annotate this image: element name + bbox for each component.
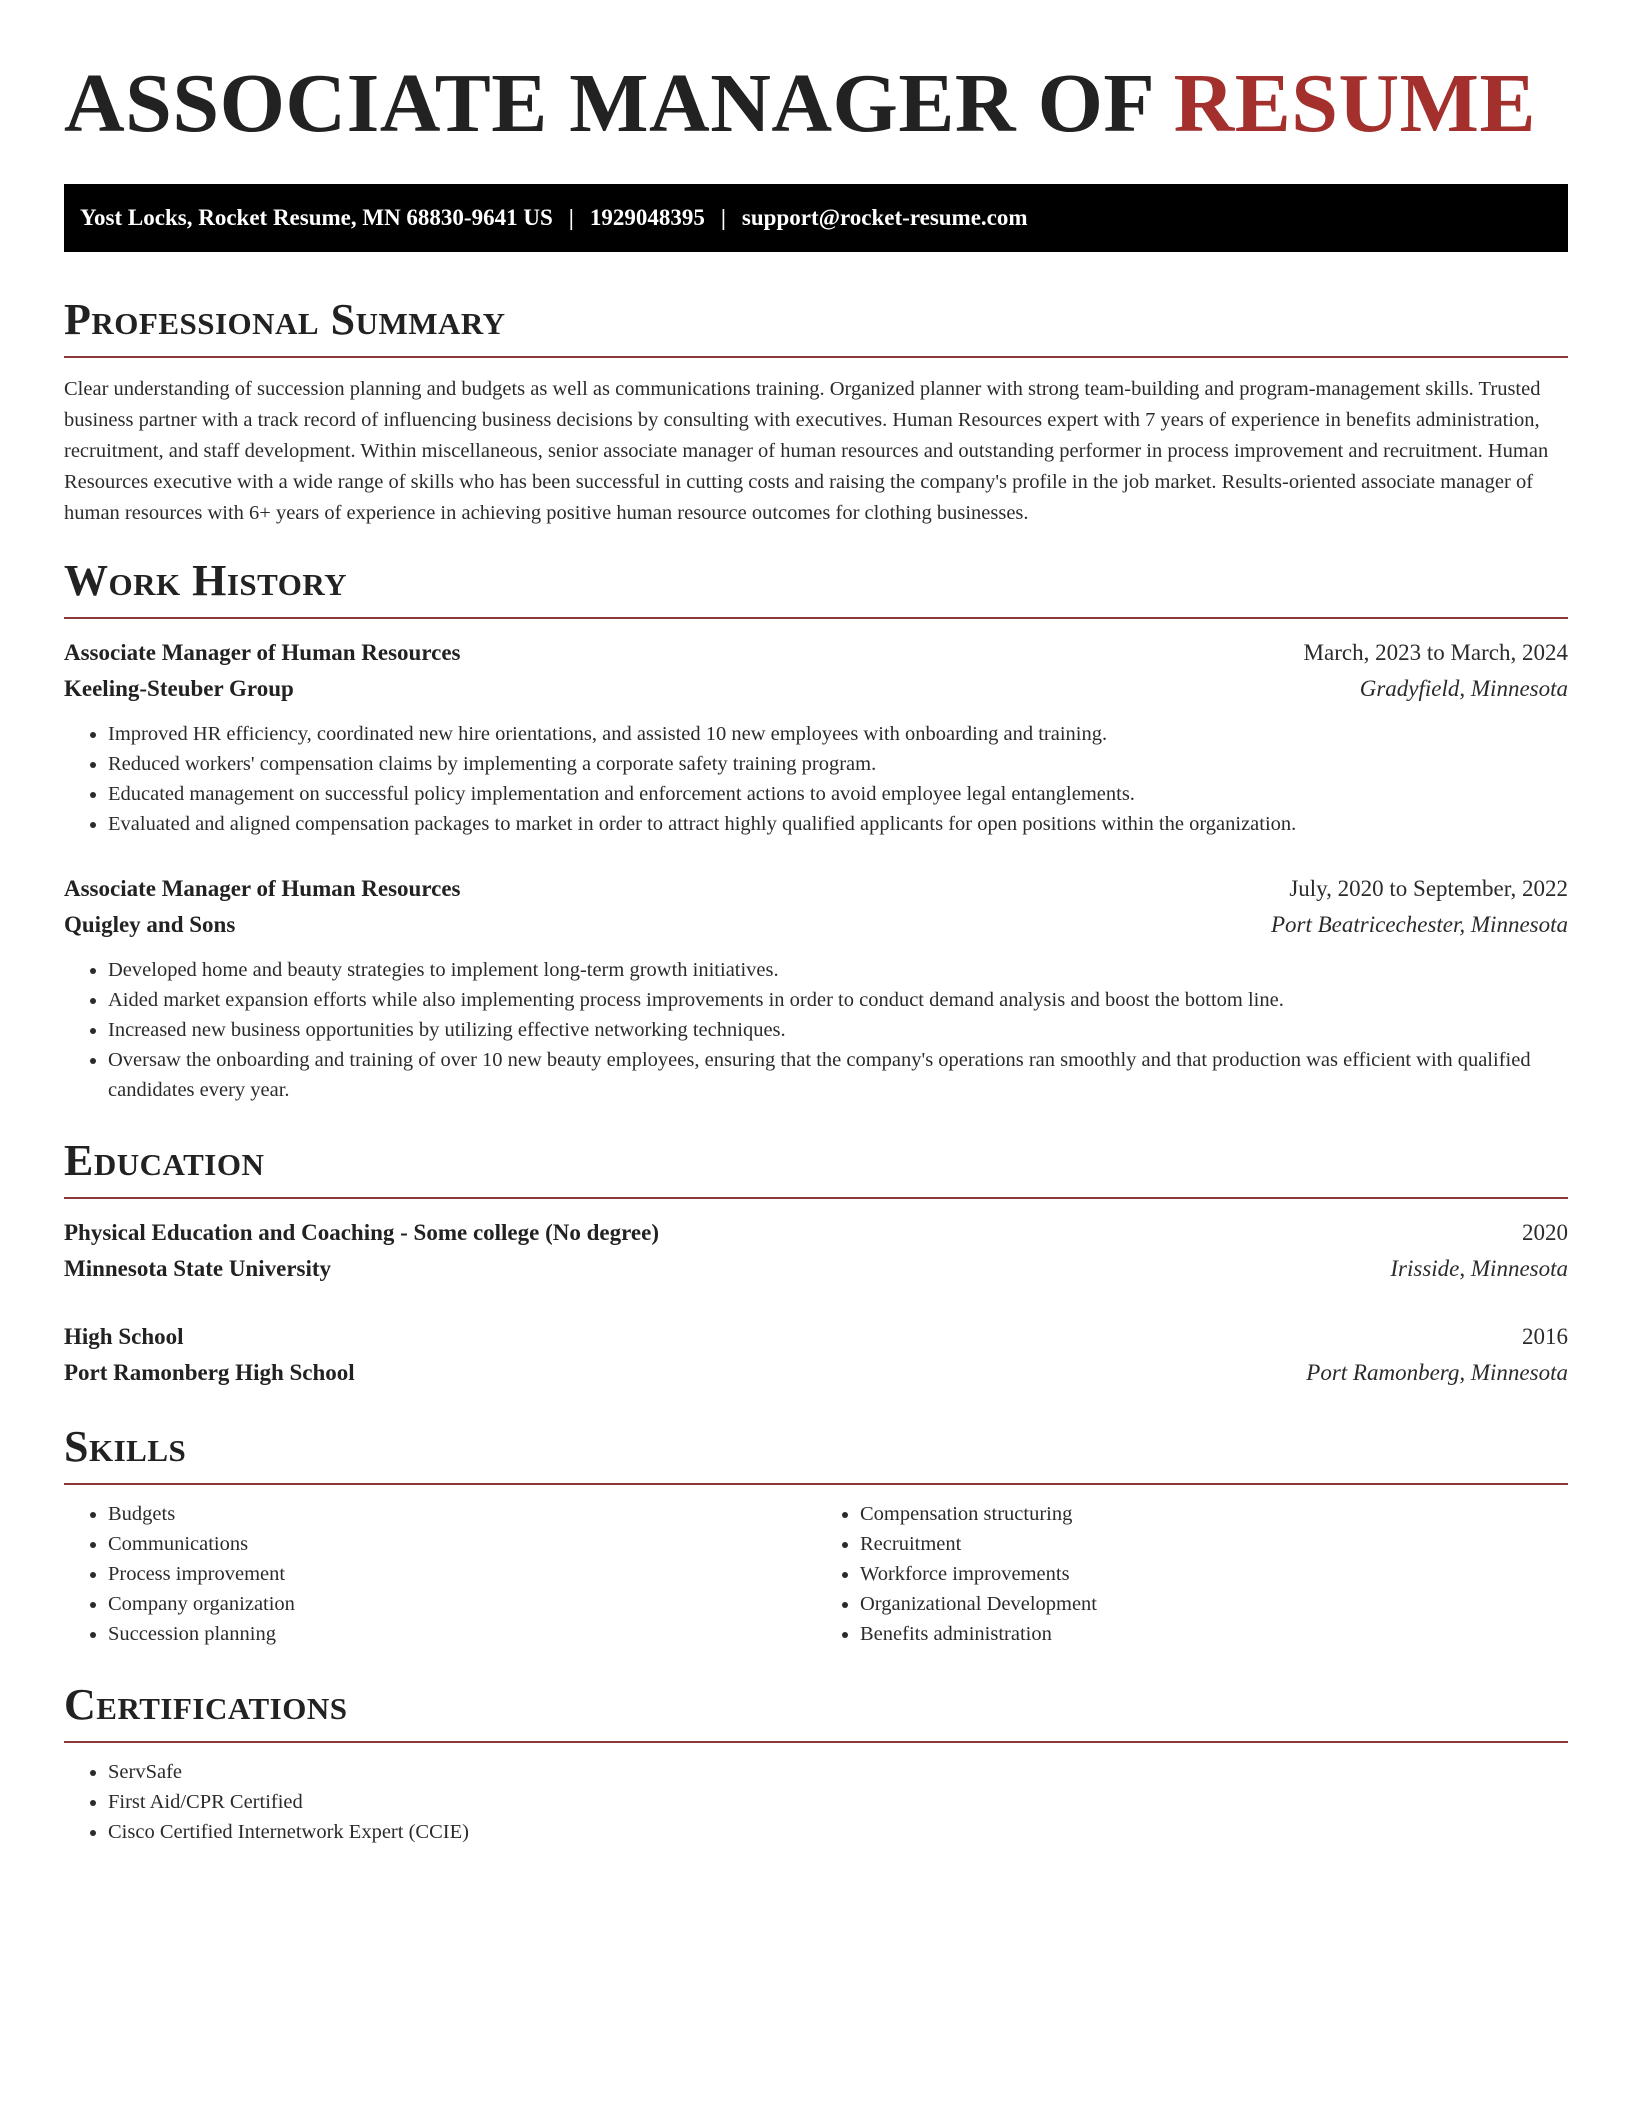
section-divider xyxy=(64,356,1568,358)
skill-item: • Succession planning xyxy=(108,1619,816,1649)
skills-list xyxy=(816,1499,1568,1649)
skills-column-left xyxy=(64,1499,816,1649)
skill-item: • Company organization xyxy=(108,1589,816,1619)
job-company: Quigley and Sons xyxy=(64,912,236,937)
summary-heading: Professional Summary xyxy=(64,295,506,344)
certification-item: • Cisco Certified Internetwork Expert (CCIE) xyxy=(108,1817,1568,1847)
job-company-row xyxy=(64,671,1568,707)
education-location: Irisside, Minnesota xyxy=(1390,1256,1568,1281)
certifications-section xyxy=(64,1679,1568,1847)
skills-section xyxy=(64,1421,1568,1649)
list-item: • Aided market expansion efforts while also implementing process improvements in order to conduct demand analysis and boost the bottom line. xyxy=(108,985,1568,1015)
work-history-section xyxy=(64,555,1568,1105)
job-title: Associate Manager of Human Resources xyxy=(64,876,461,901)
certification-item: • ServSafe xyxy=(108,1757,1568,1787)
skill-item: • Organizational Development xyxy=(860,1589,1568,1619)
job-title: Associate Manager of Human Resources xyxy=(64,640,461,665)
section-divider xyxy=(64,617,1568,619)
section-divider xyxy=(64,1483,1568,1485)
education-degree: Physical Education and Coaching - Some college (No degree) xyxy=(64,1220,659,1245)
education-year: 2016 xyxy=(1522,1324,1568,1349)
job-location: Port Beatricechester, Minnesota xyxy=(1270,912,1568,937)
contact-address: Yost Locks, Rocket Resume, MN 68830-9641 US xyxy=(80,205,553,230)
contact-separator: | xyxy=(568,205,574,230)
section-divider xyxy=(64,1741,1568,1743)
summary-text: Clear understanding of succession planning and budgets as well as communications training. Organized planner with strong team-building and program-management skills. Trusted business partner with a track record of influencing business decisions by consulting with executives. Human Resources expert with 7 years of experience in benefits administration, recruitment, and staff development. Within miscellaneous, senior associate manager of human resources and outstanding performer in process improvement and recruitment. Human Resources executive with a wide range of skills who has been successful in cutting costs and raising the company's profile in the job market. Results-oriented associate manager of human resources with 6+ years of experience in achieving positive human resource outcomes for clothing businesses. xyxy=(64,378,1549,524)
job-entry xyxy=(64,871,1568,1105)
skill-item: • Workforce improvements xyxy=(860,1559,1568,1589)
skill-item: • Process improvement xyxy=(108,1559,816,1589)
skill-item: • Benefits administration xyxy=(860,1619,1568,1649)
job-header-row xyxy=(64,871,1568,907)
education-school-row xyxy=(64,1355,1568,1391)
certification-item: • First Aid/CPR Certified xyxy=(108,1787,1568,1817)
certifications-heading: Certifications xyxy=(64,1680,348,1729)
education-section xyxy=(64,1135,1568,1391)
skills-column-right xyxy=(816,1499,1568,1649)
list-item: • Educated management on successful policy implementation and enforcement actions to avoid employee legal entanglements. xyxy=(108,779,1568,809)
contact-separator: | xyxy=(720,205,726,230)
list-item: • Evaluated and aligned compensation packages to market in order to attract highly qualified applicants for open positions within the organization. xyxy=(108,809,1568,839)
education-year: 2020 xyxy=(1522,1220,1568,1245)
work-history-heading: Work History xyxy=(64,556,348,605)
list-item: • Oversaw the onboarding and training of over 10 new beauty employees, ensuring that the company's operations ran smoothly and that production was efficient with qualified candidates every year. xyxy=(108,1045,1568,1105)
job-bullets xyxy=(64,719,1568,839)
certifications-list xyxy=(64,1757,1568,1847)
skills-list xyxy=(64,1499,816,1649)
section-divider xyxy=(64,1197,1568,1199)
contact-bar xyxy=(64,184,1568,252)
list-item: • Developed home and beauty strategies to implement long-term growth initiatives. xyxy=(108,955,1568,985)
job-dates: March, 2023 to March, 2024 xyxy=(1303,640,1568,665)
education-entry xyxy=(64,1215,1568,1287)
skill-item: • Recruitment xyxy=(860,1529,1568,1559)
contact-email: support@rocket-resume.com xyxy=(741,205,1028,230)
skill-item: • Budgets xyxy=(108,1499,816,1529)
job-location: Gradyfield, Minnesota xyxy=(1359,676,1568,701)
education-school: Minnesota State University xyxy=(64,1256,332,1281)
list-item: • Reduced workers' compensation claims by implementing a corporate safety training program. xyxy=(108,749,1568,779)
education-school-row xyxy=(64,1251,1568,1287)
contact-phone: 1929048395 xyxy=(589,205,705,230)
skills-heading: Skills xyxy=(64,1422,187,1471)
job-header-row xyxy=(64,635,1568,671)
education-entry xyxy=(64,1319,1568,1391)
education-school: Port Ramonberg High School xyxy=(64,1360,355,1385)
education-location: Port Ramonberg, Minnesota xyxy=(1306,1360,1568,1385)
resume-title xyxy=(64,0,1568,152)
list-item: • Improved HR efficiency, coordinated new hire orientations, and assisted 10 new employees with onboarding and training. xyxy=(108,719,1568,749)
education-heading: Education xyxy=(64,1136,265,1185)
job-company-row xyxy=(64,907,1568,943)
summary-section xyxy=(64,294,1568,529)
education-header-row xyxy=(64,1319,1568,1355)
job-dates: July, 2020 to September, 2022 xyxy=(1289,876,1568,901)
job-entry xyxy=(64,635,1568,839)
education-header-row xyxy=(64,1215,1568,1251)
job-bullets xyxy=(64,955,1568,1105)
resume-title-accent: RESUME xyxy=(1173,57,1536,150)
list-item: • Increased new business opportunities by utilizing effective networking techniques. xyxy=(108,1015,1568,1045)
resume-title-main: ASSOCIATE MANAGER OF xyxy=(64,57,1153,150)
education-degree: High School xyxy=(64,1324,184,1349)
certifications-list-wrap xyxy=(64,1757,1568,1847)
skills-grid xyxy=(64,1499,1568,1649)
job-company: Keeling-Steuber Group xyxy=(64,676,294,701)
skill-item: • Compensation structuring xyxy=(860,1499,1568,1529)
skill-item: • Communications xyxy=(108,1529,816,1559)
